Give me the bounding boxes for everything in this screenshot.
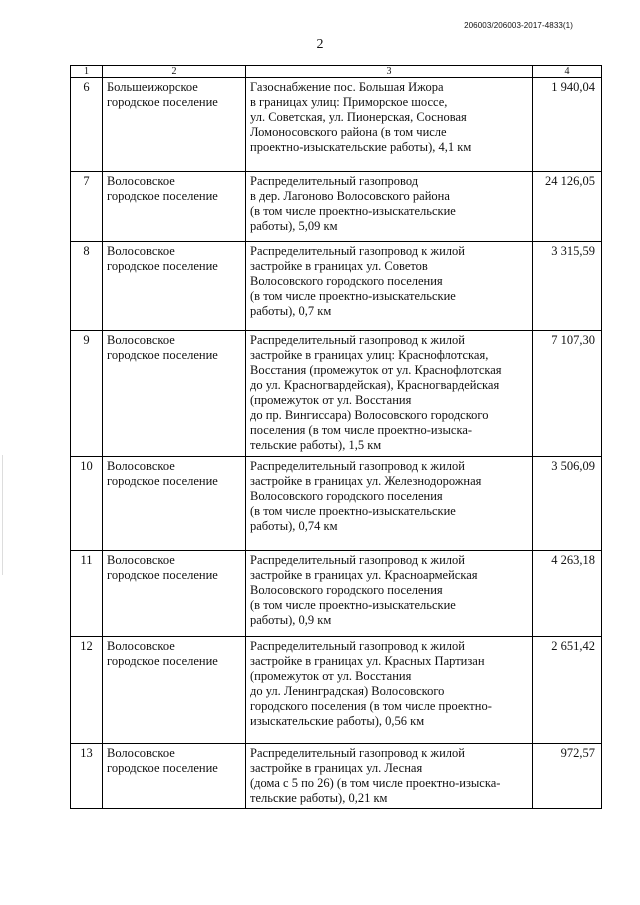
municipality-cell xyxy=(103,457,246,551)
page-number: 2 xyxy=(316,37,324,52)
municipality-line: городское поселение xyxy=(107,761,218,775)
municipality-line: городское поселение xyxy=(107,474,218,488)
table-row xyxy=(71,744,602,809)
table-row xyxy=(71,242,602,331)
header-col-1: 1 xyxy=(71,66,103,78)
description-line: Ломоносовского района (в том числе xyxy=(250,125,447,139)
description-line: (дома с 5 по 26) (в том числе проектно-изыска- xyxy=(250,776,501,790)
table-header-row xyxy=(71,66,602,78)
description-line: (промежуток от ул. Восстания xyxy=(250,669,412,683)
description-cell xyxy=(246,637,533,744)
municipality-line: Волосовское xyxy=(107,639,175,653)
description-line: в дер. Лагоново Волосовского района xyxy=(250,189,450,203)
municipality-cell xyxy=(103,172,246,242)
municipality-line: Волосовское xyxy=(107,746,175,760)
municipality-line: городское поселение xyxy=(107,95,218,109)
description-line: до пр. Вингиссара) Волосовского городского xyxy=(250,408,489,422)
amount-cell: 3 506,09 xyxy=(533,457,602,551)
description-line: работы), 0,7 км xyxy=(250,304,332,318)
description-line: до ул. Красногвардейская), Красногвардейская xyxy=(250,378,500,392)
description-line: поселения (в том числе проектно-изыска- xyxy=(250,423,473,437)
description-line: (в том числе проектно-изыскательские xyxy=(250,289,456,303)
row-number: 9 xyxy=(71,331,103,457)
municipality-cell xyxy=(103,637,246,744)
header-col-3: 3 xyxy=(246,66,533,78)
municipality-line: Волосовское xyxy=(107,174,175,188)
description-line: застройке в границах ул. Лесная xyxy=(250,761,423,775)
amount-cell: 24 126,05 xyxy=(533,172,602,242)
amount-cell: 3 315,59 xyxy=(533,242,602,331)
description-cell xyxy=(246,457,533,551)
description-line: городского поселения (в том числе проектно- xyxy=(250,699,492,713)
header-col-4: 4 xyxy=(533,66,602,78)
table-row xyxy=(71,637,602,744)
description-line: Газоснабжение пос. Большая Ижора xyxy=(250,80,444,94)
municipality-line: Волосовское xyxy=(107,244,175,258)
description-line: Восстания (промежуток от ул. Краснофлотская xyxy=(250,363,502,377)
description-line: Волосовского городского поселения xyxy=(250,489,443,503)
row-number: 7 xyxy=(71,172,103,242)
municipality-cell xyxy=(103,331,246,457)
row-number: 12 xyxy=(71,637,103,744)
description-line: изыскательские работы), 0,56 км xyxy=(250,714,425,728)
description-line: ул. Советская, ул. Пионерская, Сосновая xyxy=(250,110,467,124)
description-line: тельские работы), 0,21 км xyxy=(250,791,388,805)
description-line: Распределительный газопровод к жилой xyxy=(250,459,465,473)
document-id: 206003/206003-2017-4833(1) xyxy=(464,21,573,30)
amount-cell: 4 263,18 xyxy=(533,551,602,637)
description-line: застройке в границах ул. Красноармейская xyxy=(250,568,478,582)
municipality-cell xyxy=(103,551,246,637)
description-line: Распределительный газопровод к жилой xyxy=(250,333,465,347)
municipality-line: городское поселение xyxy=(107,568,218,582)
municipality-line: Большеижорское xyxy=(107,80,198,94)
description-line: тельские работы), 1,5 км xyxy=(250,438,382,452)
municipality-line: Волосовское xyxy=(107,333,175,347)
description-line: (в том числе проектно-изыскательские xyxy=(250,504,456,518)
amount-cell: 1 940,04 xyxy=(533,78,602,172)
description-line: работы), 5,09 км xyxy=(250,219,338,233)
row-number: 8 xyxy=(71,242,103,331)
description-line: (в том числе проектно-изыскательские xyxy=(250,598,456,612)
table-row xyxy=(71,78,602,172)
description-line: в границах улиц: Приморское шоссе, xyxy=(250,95,448,109)
description-line: работы), 0,74 км xyxy=(250,519,338,533)
description-line: (в том числе проектно-изыскательские xyxy=(250,204,456,218)
description-line: Распределительный газопровод к жилой xyxy=(250,553,465,567)
description-line: до ул. Ленинградская) Волосовского xyxy=(250,684,445,698)
municipality-line: Волосовское xyxy=(107,459,175,473)
table-row xyxy=(71,457,602,551)
table-row xyxy=(71,172,602,242)
description-cell xyxy=(246,242,533,331)
row-number: 10 xyxy=(71,457,103,551)
description-line: Распределительный газопровод к жилой xyxy=(250,746,465,760)
description-cell xyxy=(246,172,533,242)
description-line: Волосовского городского поселения xyxy=(250,274,443,288)
description-cell xyxy=(246,551,533,637)
description-cell xyxy=(246,331,533,457)
table-row xyxy=(71,331,602,457)
municipality-cell xyxy=(103,242,246,331)
table-row xyxy=(71,551,602,637)
municipality-cell xyxy=(103,78,246,172)
header-col-2: 2 xyxy=(103,66,246,78)
municipality-line: городское поселение xyxy=(107,259,218,273)
municipality-line: городское поселение xyxy=(107,654,218,668)
municipality-line: городское поселение xyxy=(107,348,218,362)
description-cell xyxy=(246,78,533,172)
description-cell xyxy=(246,744,533,809)
municipality-line: городское поселение xyxy=(107,189,218,203)
row-number: 13 xyxy=(71,744,103,809)
amount-cell: 2 651,42 xyxy=(533,637,602,744)
scan-edge-mark xyxy=(2,455,3,575)
municipality-line: Волосовское xyxy=(107,553,175,567)
amount-cell: 7 107,30 xyxy=(533,331,602,457)
description-line: Распределительный газопровод к жилой xyxy=(250,244,465,258)
description-line: застройке в границах улиц: Краснофлотская, xyxy=(250,348,489,362)
description-line: Распределительный газопровод xyxy=(250,174,419,188)
description-line: застройке в границах ул. Железнодорожная xyxy=(250,474,482,488)
description-line: (промежуток от ул. Восстания xyxy=(250,393,412,407)
description-line: застройке в границах ул. Красных Партизан xyxy=(250,654,485,668)
description-line: застройке в границах ул. Советов xyxy=(250,259,428,273)
municipality-cell xyxy=(103,744,246,809)
table-body xyxy=(71,78,602,809)
description-line: работы), 0,9 км xyxy=(250,613,332,627)
amount-cell: 972,57 xyxy=(533,744,602,809)
gas-pipeline-table xyxy=(70,65,602,809)
description-line: Распределительный газопровод к жилой xyxy=(250,639,465,653)
row-number: 6 xyxy=(71,78,103,172)
row-number: 11 xyxy=(71,551,103,637)
description-line: проектно-изыскательские работы), 4,1 км xyxy=(250,140,472,154)
description-line: Волосовского городского поселения xyxy=(250,583,443,597)
